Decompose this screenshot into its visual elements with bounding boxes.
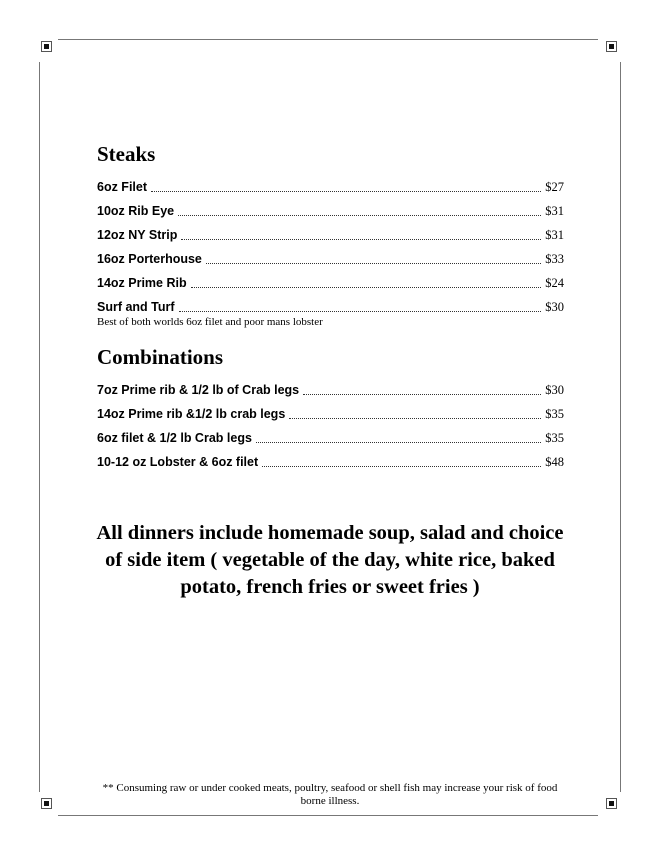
section-heading: Combinations [97, 345, 224, 369]
dinner-inclusions-note: All dinners include homemade soup, salad and choice of side item ( vegetable of the day, white rice, baked potato, french fries or sweet fries ) [96, 522, 564, 598]
menu-item-row [97, 179, 564, 196]
menu-item-row [97, 406, 564, 423]
menu-item-price: $33 [545, 252, 564, 266]
menu-item-price: $24 [545, 276, 564, 290]
menu-item-name: 6oz filet & 1/2 lb Crab legs [97, 431, 252, 445]
menu-item-row [97, 227, 564, 244]
menu-item-name: 7oz Prime rib & 1/2 lb of Crab legs [97, 383, 300, 397]
dot-leader [179, 311, 542, 312]
menu-item-name: 6oz Filet [97, 180, 148, 194]
menu-item-name: 16oz Porterhouse [97, 252, 202, 266]
menu-section-combinations [97, 343, 564, 471]
frame-right-line [620, 62, 621, 792]
menu-content [97, 140, 564, 485]
food-safety-disclaimer: ** Consuming raw or under cooked meats, poultry, seafood or shell fish may increase your risk of food borne illness. [102, 782, 558, 807]
menu-item-description: Best of both worlds 6oz filet and poor mans lobster [97, 316, 323, 328]
menu-item-name: 14oz Prime rib &1/2 lb crab legs [97, 407, 286, 421]
menu-item-row [97, 382, 564, 399]
section-heading: Steaks [97, 142, 156, 166]
menu-item [97, 382, 564, 399]
menu-item [97, 203, 564, 220]
menu-item-price: $30 [545, 383, 564, 397]
menu-item [97, 179, 564, 196]
corner-mark-top-left [41, 41, 52, 52]
menu-item-price: $30 [545, 300, 564, 314]
menu-item-price: $35 [545, 407, 564, 421]
menu-item-row [97, 299, 564, 316]
corner-mark-bottom-right [606, 798, 617, 809]
menu-item-price: $31 [545, 204, 564, 218]
menu-item-price: $48 [545, 455, 564, 469]
menu-item-price: $35 [545, 431, 564, 445]
menu-items [97, 179, 564, 329]
dot-leader [151, 191, 541, 192]
frame-top-line [58, 39, 598, 40]
menu-item [97, 454, 564, 471]
frame-left-line [39, 62, 40, 792]
menu-item-name: 14oz Prime Rib [97, 276, 187, 290]
dot-leader [256, 442, 541, 443]
dot-leader [181, 239, 541, 240]
corner-mark-bottom-left [41, 798, 52, 809]
dot-leader [289, 418, 541, 419]
menu-item-name: 12oz NY Strip [97, 228, 178, 242]
dot-leader [262, 466, 541, 467]
frame-bottom-line [58, 815, 598, 816]
menu-item [97, 227, 564, 244]
menu-item-price: $27 [545, 180, 564, 194]
menu-item-row [97, 251, 564, 268]
menu-items [97, 382, 564, 471]
menu-item-name: 10-12 oz Lobster & 6oz filet [97, 455, 259, 469]
menu-item-name: Surf and Turf [97, 300, 175, 314]
menu-item-row [97, 430, 564, 447]
dot-leader [303, 394, 541, 395]
menu-item-row [97, 203, 564, 220]
menu-section-steaks [97, 140, 564, 329]
menu-item-row [97, 275, 564, 292]
dot-leader [191, 287, 542, 288]
dot-leader [206, 263, 541, 264]
menu-item [97, 406, 564, 423]
menu-item [97, 299, 564, 329]
menu-item [97, 430, 564, 447]
dot-leader [178, 215, 541, 216]
corner-mark-top-right [606, 41, 617, 52]
menu-item-name: 10oz Rib Eye [97, 204, 175, 218]
menu-item [97, 275, 564, 292]
menu-item-row [97, 454, 564, 471]
menu-item-price: $31 [545, 228, 564, 242]
menu-item [97, 251, 564, 268]
